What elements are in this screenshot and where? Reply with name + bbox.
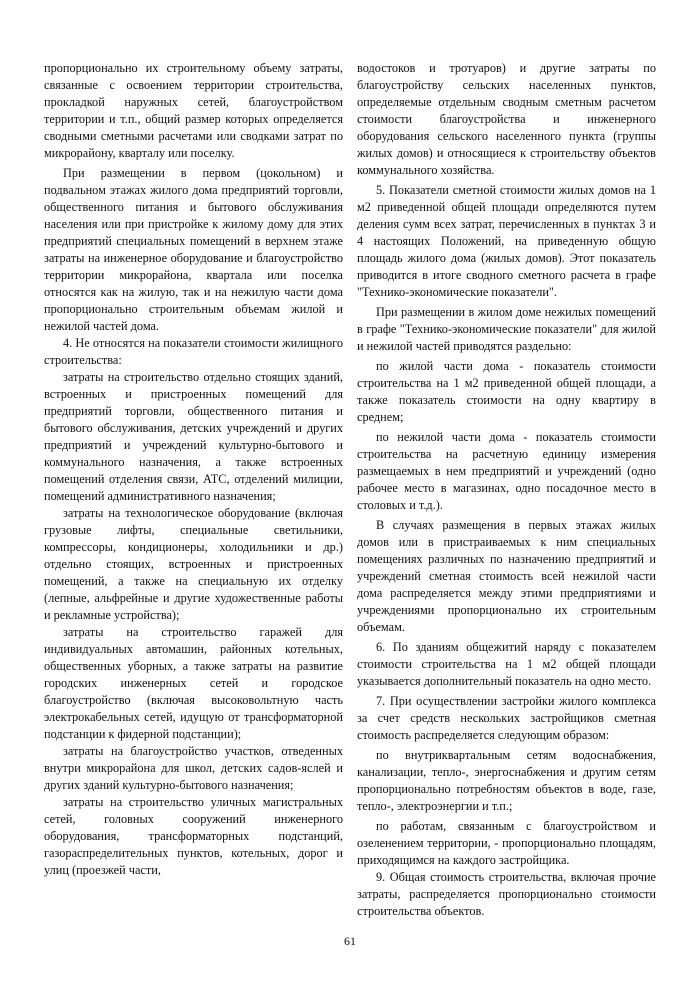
paragraph: по работам, связанным с благоустройством и озеленением территории, - пропорционально площадям, приходящимся на каждого застройщика. <box>357 819 656 867</box>
paragraph: 9. Общая стоимость строительства, включая прочие затраты, распределяется пропорционально стоимости строительства объектов. <box>357 870 656 918</box>
paragraph: затраты на технологическое оборудование (включая грузовые лифты, специальные светильники, компрессоры, кондиционеры, холодильники и др.) отдельно стоящих, встроенных и пристроенных помещений, а также на специальную их отделку (лепные, альфрейные и другие художественные работы и рекламные устройства); <box>44 506 343 622</box>
text-columns <box>44 60 656 920</box>
paragraph: по нежилой части дома - показатель стоимости строительства на расчетную единицу измерения размещаемых в нем предприятий и учреждений (одно рабочее место в магазинах, одно посадочное место в столовых и т.д.). <box>357 430 656 512</box>
paragraph: по внутриквартальным сетям водоснабжения, канализации, тепло-, энергоснабжения и другим сетям пропорционально потребностям объектов в воде, газе, тепло-, электроэнергии и т.п.; <box>357 748 656 813</box>
paragraph: по жилой части дома - показатель стоимости строительства на 1 м2 приведенной общей площади, а также показатель стоимости на одну квартиру в среднем; <box>357 359 656 424</box>
paragraph: пропорционально их строительному объему затраты, связанные с освоением территории строительства, прокладкой наружных сетей, благоустройством территории и т.п., общий размер которых определяется сводными сметными расчетами или сводками затрат по микрорайону, кварталу или поселку. <box>44 61 343 160</box>
page-number: 61 <box>344 934 356 948</box>
right-column <box>357 60 656 920</box>
paragraph: В случаях размещения в первых этажах жилых домов или в пристраиваемых к ним специальных помещениях различных по назначению предприятий и учреждений сметная стоимость всей нежилой части дома распределяется между этими предприятиями и учреждениями пропорционально их строительным объемам. <box>357 518 656 634</box>
paragraph: При размещении в первом (цокольном) и подвальном этажах жилого дома предприятий торговли, общественного питания и бытового обслуживания населения или при пристройке к жилому дому для этих предприятий специальных помещений в верхнем этаже затраты на инженерное оборудование и благоустройство территории микрорайона, квартала или поселка относятся как на жилую, так и на нежилую части дома пропорционально строительным объемам жилой и нежилой частей дома. <box>44 166 343 333</box>
paragraph: При размещении в жилом доме нежилых помещений в графе "Технико-экономические показатели" для жилой и нежилой частей приводятся раздельно: <box>357 305 656 353</box>
paragraph: 5. Показатели сметной стоимости жилых домов на 1 м2 приведенной общей площади определяются путем деления сумм всех затрат, перечисленных в пунктах 3 и 4 настоящих Положений, на приведенную общую площадь жилого дома (жилых домов). Этот показатель приводится в итоге сводного сметного расчета в графе "Технико-экономические показатели". <box>357 183 656 299</box>
paragraph: затраты на строительство уличных магистральных сетей, головных сооружений инженерного оборудования, трансформаторных подстанций, газораспределительных пунктов, котельных, дорог и улиц (проезжей части, <box>44 795 343 877</box>
paragraph: 4. Не относятся на показатели стоимости жилищного строительства: <box>44 336 343 367</box>
paragraph: затраты на строительство гаражей для индивидуальных автомашин, районных котельных, общественных уборных, а также затраты на развитие городских инженерных сетей и городское благоустройство (включая высоковольтную часть электрокабельных сетей, идущую от трансформаторной подстанции к фидерной подстанции); <box>44 625 343 741</box>
paragraph: водостоков и тротуаров) и другие затраты по благоустройству сельских населенных пунктов, определяемые отдельным сводным сметным расчетом стоимости благоустройства и инженерного оборудования сельского населенного пункта (группы жилых домов) и относящиеся к строительству объектов коммунального хозяйства. <box>357 61 656 177</box>
paragraph: затраты на благоустройство участков, отведенных внутри микрорайона для школ, детских садов-яслей и других зданий культурно-бытового назначения; <box>44 744 343 792</box>
paragraph: 6. По зданиям общежитий наряду с показателем стоимости строительства на 1 м2 общей площади указывается дополнительный показатель на одно место. <box>357 640 656 688</box>
paragraph: затраты на строительство отдельно стоящих зданий, встроенных и пристроенных помещений для предприятий торговли, общественного питания и бытового обслуживания, детских учреждений и других предприятий и учреждений культурно-бытового и коммунального назначения, а также встроенных помещений отделения связи, АТС, отделений милиции, помещений административного назначения; <box>44 370 343 503</box>
left-column <box>44 60 343 920</box>
paragraph: 7. При осуществлении застройки жилого комплекса за счет средств нескольких застройщиков сметная стоимость распределяется следующим образом: <box>357 694 656 742</box>
